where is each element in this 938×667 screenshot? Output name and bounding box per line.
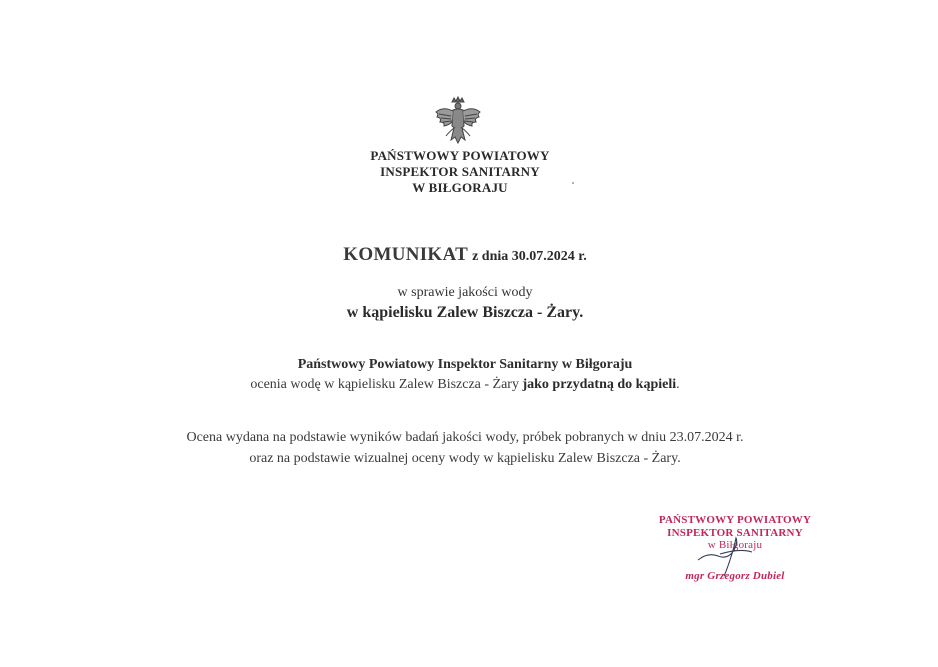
issuer-line-1: PAŃSTWOWY POWIATOWY [370, 148, 550, 163]
stamp-line-2: INSPEKTOR SANITARNY [667, 526, 803, 539]
issuer-header [300, 148, 620, 196]
stamp-line-3: w Biłgoraju [707, 539, 763, 551]
stamp-line-1: PAŃSTWOWY POWIATOWY [658, 514, 812, 526]
subject-line-2: w kąpielisku Zalew Biszcza - Żary. [346, 304, 584, 321]
handwritten-signature [690, 530, 770, 580]
issuer-line-3: W BIŁGORAJU [412, 180, 508, 195]
issuer-line-2: INSPEKTOR SANITARNY [380, 164, 540, 179]
title-komunikat: KOMUNIKAT [343, 244, 469, 265]
assessment-verdict: jako przydatną do kąpieli [522, 377, 677, 392]
assessment-suffix: . [676, 377, 680, 392]
polish-eagle-emblem-icon [433, 96, 483, 148]
document-title [200, 244, 730, 266]
basis-line-1: Ocena wydana na podstawie wyników badań jakości wody, próbek pobranych w dniu 23.07.2024 r. [186, 430, 744, 445]
stamp-signatory-name: mgr Grzegorz Dubiel [685, 569, 785, 582]
title-date: z dnia 30.07.2024 r. [472, 249, 587, 264]
assessment-prefix: ocenia wodę w kąpielisku Zalew Biszcza - Żary [250, 377, 523, 392]
basis-line-2: oraz na podstawie wizualnej oceny wody w kąpielisku Zalew Biszcza - Żary. [249, 451, 681, 466]
assessment-line-1: Państwowy Powiatowy Inspektor Sanitarny w Biłgoraju [297, 357, 633, 372]
subject-line-1: w sprawie jakości wody [397, 285, 533, 300]
assessment-line-2 [140, 377, 790, 393]
scan-speck [572, 182, 574, 184]
